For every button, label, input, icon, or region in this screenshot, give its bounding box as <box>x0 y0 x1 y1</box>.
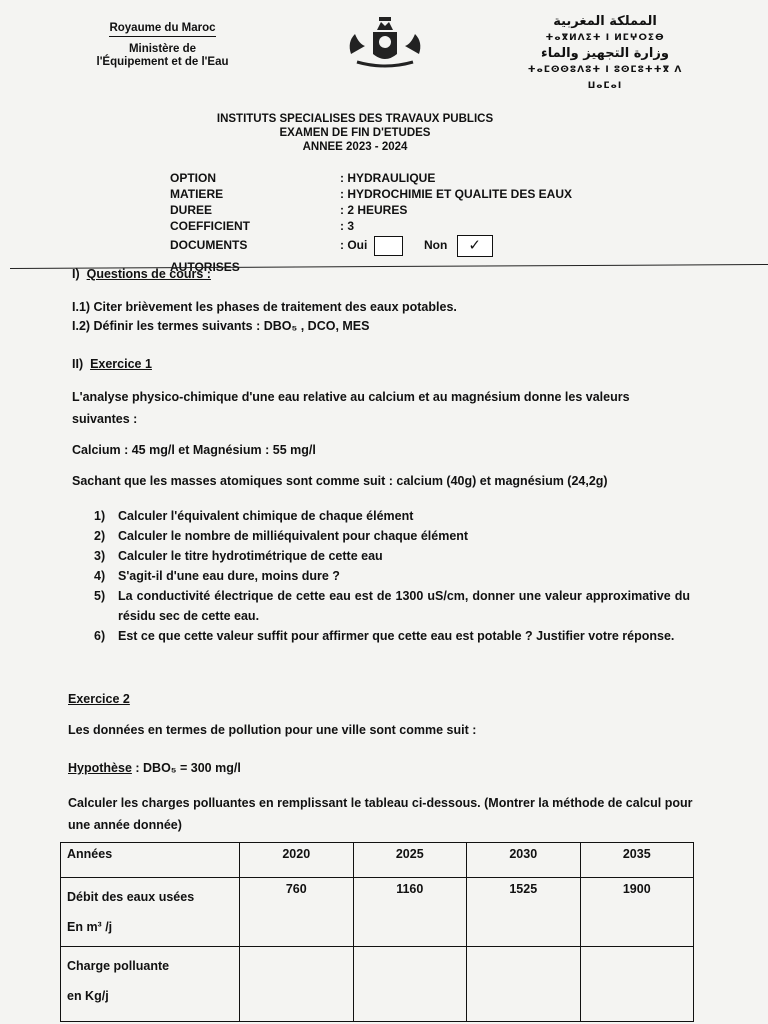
header-left <box>70 22 255 69</box>
exercise-2-task: Calculer les charges polluantes en remplissant le tableau ci-dessous. (Montrer la méthode de calcul pour une année donnée) <box>68 796 693 832</box>
matiere-label: MATIERE <box>170 187 224 201</box>
exam-title <box>150 112 560 154</box>
coefficient-value: : 3 <box>340 219 355 233</box>
section-1-heading <box>72 266 211 282</box>
exercise-2-title: Exercice 2 <box>68 692 130 706</box>
ministry-name-arabic: وزارة التجهيز والماء <box>541 46 669 61</box>
exercise-1-masses: Sachant que les masses atomiques sont comme suit : calcium (40g) et magnésium (24,2g) <box>72 474 608 488</box>
oui-checkbox[interactable] <box>374 236 403 256</box>
flow-value: 1160 <box>353 878 467 947</box>
list-item: 3) Calculer le titre hydrotimétrique de cette eau <box>94 549 383 563</box>
institute-name: INSTITUTS SPECIALISES DES TRAVAUX PUBLICS <box>216 113 494 125</box>
exercise-1-intro: L'analyse physico-chimique d'une eau relative au calcium et au magnésium donne les valeurs suivantes : <box>72 390 630 426</box>
non-checkbox[interactable] <box>457 235 493 257</box>
load-cell[interactable] <box>580 947 694 1022</box>
table-header-year: 2035 <box>580 843 694 878</box>
question-1-2: I.2) Définir les termes suivants : DBO₅ , DCO, MES <box>72 319 370 333</box>
section-2-title: Exercice 1 <box>90 357 152 371</box>
hypothesis-label: Hypothèse <box>68 761 132 775</box>
table-header-year: 2030 <box>467 843 581 878</box>
option-label: OPTION <box>170 171 217 185</box>
option-value: : HYDRAULIQUE <box>340 171 436 185</box>
load-cell[interactable] <box>467 947 581 1022</box>
flow-value: 760 <box>240 878 354 947</box>
section-1-number: I) <box>72 267 80 281</box>
hypothesis-value: : DBO₅ = 300 mg/l <box>131 761 241 775</box>
section-2-number: II) <box>72 357 84 371</box>
table-row <box>61 947 694 1022</box>
exam-year: ANNEE 2023 - 2024 <box>302 141 408 153</box>
flow-label: Débit des eaux usées En m³ /j <box>61 878 240 947</box>
ministry-line1: Ministère de <box>128 43 197 55</box>
load-cell[interactable] <box>240 947 354 1022</box>
duree-value: : 2 HEURES <box>340 203 408 217</box>
list-item: 5) La conductivité électrique de cette eau est de 1300 uS/cm, donner une valeur approximative du résidu sec de cette eau. <box>94 589 690 623</box>
ministry-line2: l'Équipement et de l'Eau <box>96 56 229 68</box>
kingdom-name-arabic: المملكة المغربية <box>553 14 657 29</box>
exercise-1-questions <box>94 506 690 646</box>
oui-label: : Oui <box>340 238 368 252</box>
non-label: Non <box>424 238 448 252</box>
pollution-table <box>60 842 694 1022</box>
list-item: 4) S'agit-il d'une eau dure, moins dure ? <box>94 569 340 583</box>
duree-label: DUREE <box>170 203 213 217</box>
table-header-year: 2025 <box>353 843 467 878</box>
load-label: Charge polluante en Kg/j <box>61 947 240 1022</box>
hypothesis <box>68 760 241 776</box>
flow-value: 1900 <box>580 878 694 947</box>
table-header-label: Années <box>61 843 240 878</box>
list-item: 6) Est ce que cette valeur suffit pour affirmer que cette eau est potable ? Justifier votre réponse. <box>94 629 675 643</box>
coefficient-label: COEFFICIENT <box>170 219 250 233</box>
header-right <box>520 14 690 94</box>
section-1-title: Questions de cours : <box>86 267 211 281</box>
list-item: 1) Calculer l'équivalent chimique de chaque élément <box>94 509 414 523</box>
table-row <box>61 878 694 947</box>
question-1-1: I.1) Citer brièvement les phases de traitement des eaux potables. <box>72 300 457 314</box>
table-row <box>61 843 694 878</box>
matiere-value: : HYDROCHIMIE ET QUALITE DES EAUX <box>340 187 573 201</box>
exercise-1-values: Calcium : 45 mg/l et Magnésium : 55 mg/l <box>72 443 316 457</box>
flow-value: 1525 <box>467 878 581 947</box>
table-header-year: 2020 <box>240 843 354 878</box>
kingdom-name-tifinagh: ⵜⴰⴳⵍⴷⵉⵜ ⵏ ⵍⵎⵖⵔⵉⴱ <box>545 33 665 43</box>
coat-of-arms-icon <box>343 14 427 70</box>
ministry-name-tifinagh: ⵜⴰⵎⵙⵙⵓⴷⵓⵜ ⵏ ⵓⵙⵎⵓⵜⵜⴳ ⴷ ⵡⴰⵎⴰⵏ <box>527 65 683 91</box>
exam-name: EXAMEN DE FIN D'ETUDES <box>279 127 431 139</box>
checkmark-icon: ✓ <box>468 236 481 254</box>
documents-label: DOCUMENTS <box>170 238 248 252</box>
documents-options <box>340 234 493 257</box>
section-2-heading <box>72 356 152 372</box>
load-cell[interactable] <box>353 947 467 1022</box>
exercise-2-intro: Les données en termes de pollution pour une ville sont comme suit : <box>68 723 477 737</box>
kingdom-name: Royaume du Maroc <box>109 22 215 37</box>
list-item: 2) Calculer le nombre de milliéquivalent pour chaque élément <box>94 529 469 543</box>
